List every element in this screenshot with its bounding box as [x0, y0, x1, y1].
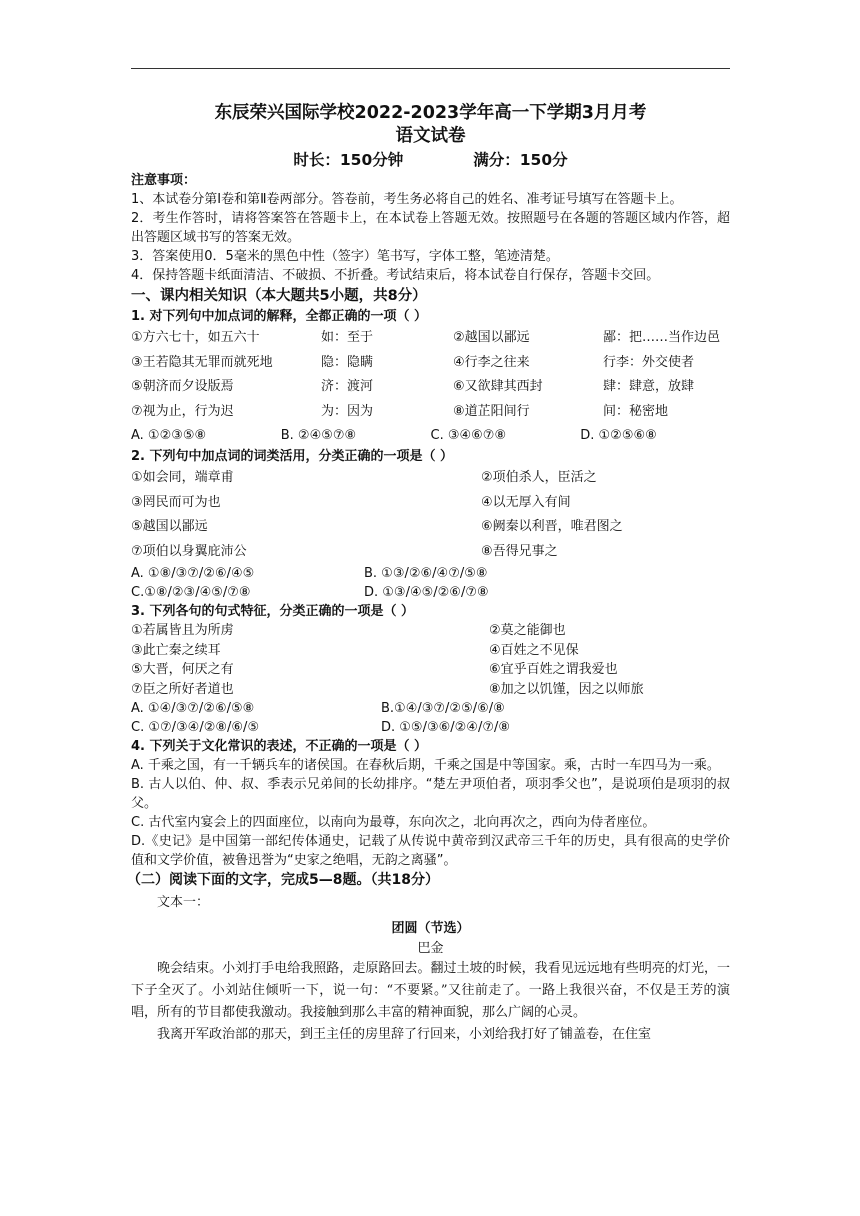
q3-sentence: ②莫之能御也 — [489, 623, 566, 638]
full-score: 满分：150分 — [473, 151, 568, 169]
q3-sentence: ⑤大晋，何厌之有 — [131, 662, 234, 677]
q3-row — [131, 621, 730, 641]
note-item: 1、本试卷分第Ⅰ卷和第Ⅱ卷两部分。答卷前，考生务必将自己的姓名、准考证号填写在答题卡上。 — [131, 192, 683, 207]
q2-row — [131, 491, 730, 516]
q1-sentence: ①方六七十，如五六十 — [131, 330, 260, 345]
option-c: C. ③④⑥⑦⑧ — [430, 428, 507, 443]
q1-options — [131, 424, 730, 447]
note-item: 4．保持答题卡纸面清洁、不破损、不折叠。考试结束后，将本试卷自行保存，答题卡交回。 — [131, 268, 660, 283]
q1-sentence: ④行李之往来 — [453, 354, 530, 370]
q1-sentence: ⑧道芷阳间行 — [453, 403, 530, 419]
q3-row — [131, 680, 730, 700]
q2-sentence: ③罔民而可为也 — [131, 494, 221, 510]
option-c: C.①⑧/②③/④⑤/⑦⑧ — [131, 585, 251, 600]
q2-row — [131, 466, 730, 491]
option-c: C. ①⑦/③④/②⑧/⑥/⑤ — [131, 720, 260, 735]
option-b: B.①④/③⑦/②⑤/⑥/⑧ — [381, 701, 505, 716]
q1-row — [131, 400, 730, 425]
q1-sentence: ③王若隐其无罪而就死地 — [131, 354, 273, 370]
q1-row — [131, 326, 730, 351]
story-author: 巴金 — [417, 941, 444, 956]
q4-option-c: C. 古代室内宴会上的四面座位，以南向为最尊，东向次之，北向再次之，西向为侍者座位。 — [131, 815, 656, 830]
option-d: D. ①②⑤⑥⑧ — [580, 428, 657, 443]
q3-sentence: ③此亡秦之续耳 — [131, 642, 221, 658]
q3-options — [131, 699, 730, 718]
exam-page — [127, 102, 730, 1046]
question-2-stem: 2. 下列句中加点词的词类活用，分类正确的一项是（ ） — [131, 449, 454, 464]
q1-sentence: ⑤朝济而夕设版焉 — [131, 379, 234, 394]
question-4-stem: 4. 下列关于文化常识的表述，不正确的一项是（ ） — [131, 739, 428, 754]
q1-row — [131, 351, 730, 376]
option-a: A. ①⑧/③⑦/②⑥/④⑤ — [131, 566, 255, 581]
q2-sentence: ①如会同，端章甫 — [131, 470, 234, 485]
q3-sentence: ⑥宜乎百姓之谓我爱也 — [489, 662, 618, 677]
q1-sentence: ②越国以鄙远 — [453, 330, 530, 345]
exam-title: 东辰荣兴国际学校2022-2023学年高一下学期3月月考 — [214, 103, 647, 123]
q1-sentence: ⑥又欲肆其西封 — [453, 379, 543, 394]
q1-gloss: 间：秘密地 — [603, 403, 669, 419]
q1-gloss: 济：渡河 — [321, 379, 374, 394]
q2-options — [131, 583, 730, 602]
option-a: A. ①②③⑤⑧ — [131, 428, 207, 443]
q1-gloss: 鄙：把……当作边邑 — [603, 330, 721, 345]
question-3-stem: 3. 下列各句的句式特征，分类正确的一项是（ ） — [131, 604, 415, 619]
q1-sentence: ⑦视为止，行为迟 — [131, 403, 234, 419]
option-b: B. ①③/②⑥/④⑦/⑤⑧ — [364, 566, 488, 581]
q3-row — [131, 641, 730, 661]
q3-row — [131, 660, 730, 680]
q2-sentence: ④以无厚入有间 — [481, 494, 571, 510]
q2-row — [131, 540, 730, 565]
story-title: 团圆（节选） — [391, 921, 470, 936]
section-heading: 一、课内相关知识（本大题共5小题，共8分） — [131, 288, 427, 304]
duration: 时长：150分钟 — [293, 151, 404, 169]
q2-sentence: ⑤越国以鄙远 — [131, 519, 208, 534]
q1-gloss: 肆：肆意，放肆 — [603, 379, 695, 394]
q2-sentence: ②项伯杀人，臣活之 — [481, 470, 597, 485]
q1-gloss: 行李：外交使者 — [603, 354, 695, 370]
q1-gloss: 如：至于 — [321, 330, 374, 345]
section-2-heading: （二）阅读下面的文字，完成5—8题。（共18分） — [127, 872, 439, 888]
q3-options — [131, 718, 730, 737]
q3-sentence: ①若属皆且为所虏 — [131, 623, 234, 638]
q2-row — [131, 515, 730, 540]
top-rule — [131, 68, 730, 69]
q2-sentence: ⑦项伯以身翼庇沛公 — [131, 543, 247, 559]
q2-options — [131, 564, 730, 583]
option-b: B. ②④⑤⑦⑧ — [280, 428, 357, 443]
q2-sentence: ⑥阙秦以利晋，唯君图之 — [481, 519, 623, 534]
q4-option-b: B. 古人以伯、仲、叔、季表示兄弟间的长幼排序。“楚左尹项伯者，项羽季父也”，是说项伯是项羽的叔父。 — [131, 777, 730, 811]
notes-heading: 注意事项： — [131, 173, 197, 188]
story-paragraph: 我离开军政治部的那天，到王主任的房里辞了行回来，小刘给我打好了铺盖卷，在住室 — [157, 1027, 652, 1042]
q2-sentence: ⑧吾得兄事之 — [481, 543, 558, 559]
q3-sentence: ⑦臣之所好者道也 — [131, 681, 234, 697]
question-1-stem: 1. 对下列句中加点词的解释，全都正确的一项（ ） — [131, 309, 428, 324]
option-d: D. ①③/④⑤/②⑥/⑦⑧ — [364, 585, 489, 600]
note-item: 2．考生作答时，请将答案答在答题卡上，在本试卷上答题无效。按照题号在各题的答题区域内作答，超出答题区域书写的答案无效。 — [131, 211, 730, 245]
q3-sentence: ④百姓之不见保 — [489, 642, 579, 658]
q1-gloss: 为：因为 — [321, 403, 374, 419]
q1-row — [131, 375, 730, 400]
option-a: A. ①④/③⑦/②⑥/⑤⑧ — [131, 701, 255, 716]
q4-option-d: D.《史记》是中国第一部纪传体通史，记载了从传说中黄帝到汉武帝三千年的历史，具有很高的史学价值和文学价值，被鲁迅誉为“史家之绝唱，无韵之离骚”。 — [131, 834, 730, 868]
story-paragraph: 晚会结束。小刘打手电给我照路，走原路回去。翻过土坡的时候，我看见远远地有些明亮的灯光，一下子全灭了。小刘站住倾听一下，说一句：“不要紧。”又往前走了。一路上我很兴奋，不仅是王芳的演唱，所有的节目都使我激动。我接触到那么丰富的精神面貌，那么广阔的心灵。 — [131, 961, 730, 1020]
note-item: 3．答案使用0．5毫米的黑色中性（签字）笔书写，字体工整，笔迹清楚。 — [131, 249, 559, 264]
q3-sentence: ⑧加之以饥馑，因之以师旅 — [489, 681, 644, 697]
option-d: D. ①⑤/③⑥/②④/⑦/⑧ — [381, 720, 511, 735]
exam-subtitle: 语文试卷 — [395, 126, 466, 146]
q4-option-a: A. 千乘之国，有一千辆兵车的诸侯国。在春秋后期，千乘之国是中等国家。乘，古时一车四马为一乘。 — [131, 758, 720, 773]
exam-meta — [131, 149, 730, 171]
q1-gloss: 隐：隐瞒 — [321, 354, 374, 370]
text-label: 文本一： — [157, 895, 210, 910]
